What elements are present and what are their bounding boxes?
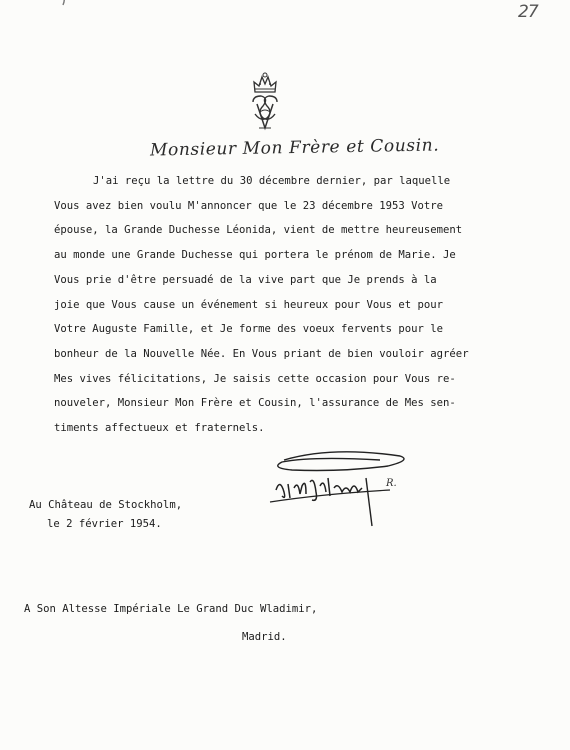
ink-mark-icon	[60, 0, 68, 6]
body-line: bonheur de la Nouvelle Née. En Vous priant de bien vouloir agréer	[54, 347, 469, 360]
recipient-city: Madrid.	[242, 631, 287, 643]
body-line: épouse, la Grande Duchesse Léonida, vient de mettre heureusement	[54, 224, 463, 237]
place: Au Château de Stockholm,	[29, 499, 183, 511]
body-line: Votre Auguste Famille, et Je forme des voeux fervents pour le	[54, 323, 444, 336]
body-line: joie que Vous cause un événement si heureux pour Vous et pour	[54, 298, 444, 311]
date: le 2 février 1954.	[47, 518, 162, 530]
recipient-name: A Son Altesse Impériale Le Grand Duc Wladimir,	[24, 603, 318, 615]
salutation: Monsieur Mon Frère et Cousin.	[149, 135, 440, 161]
body-line: Vous avez bien voulu M'annoncer que le 23 décembre 1953 Votre	[54, 199, 444, 212]
body-line: Mes vives félicitations, Je saisis cette occasion pour Vous re-	[54, 372, 456, 385]
body-line: Vous prie d'être persuadé de la vive part que Je prends à la	[54, 273, 437, 286]
body-line: au monde une Grande Duchesse qui portera le prénom de Marie. Je	[54, 249, 456, 262]
recipient-block	[24, 595, 317, 651]
letter-body	[54, 169, 563, 441]
signature-suffix: R.	[386, 478, 397, 489]
body-line: timents affectueux et fraternels.	[54, 422, 265, 435]
page-number: 27	[518, 2, 538, 22]
body-line: nouveler, Monsieur Mon Frère et Cousin, l'assurance de Mes sen-	[54, 397, 456, 410]
royal-crown-monogram-icon	[249, 72, 281, 134]
place-date-block	[29, 496, 182, 534]
body-line: J'ai reçu la lettre du 30 décembre dernier, par laquelle	[93, 175, 451, 187]
